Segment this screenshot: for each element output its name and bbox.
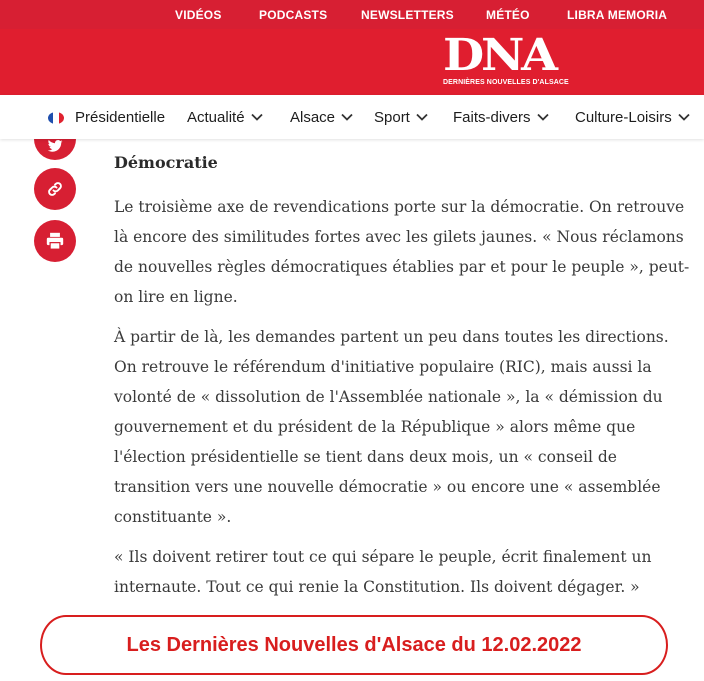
nav-item-sport[interactable] [374, 109, 428, 126]
section-heading: Démocratie [114, 153, 218, 172]
chevron-down-icon [341, 113, 353, 121]
chevron-down-icon [678, 113, 690, 121]
topbar-link-podcasts[interactable]: PODCASTS [259, 8, 328, 22]
nav-item-alsace[interactable] [290, 109, 353, 126]
nav-item-label: Actualité [187, 109, 245, 126]
nav-item-label: Alsace [290, 109, 336, 126]
header-band [0, 29, 704, 95]
nav-item-label: Sport [374, 109, 410, 126]
share-link-button[interactable] [34, 168, 76, 210]
chevron-down-icon [537, 113, 549, 121]
print-icon [45, 232, 65, 250]
top-links-bar [0, 0, 704, 29]
topbar-link-newsletters[interactable]: NEWSLETTERS [361, 8, 454, 22]
article-body [114, 151, 694, 612]
share-print-button[interactable] [34, 220, 76, 262]
chevron-down-icon [251, 113, 263, 121]
nav-item-label: Culture-Loisirs [575, 109, 672, 126]
nav-item-faits-divers[interactable] [453, 109, 549, 126]
topbar-link-videos[interactable]: VIDÉOS [175, 8, 222, 22]
source-caption [40, 615, 668, 675]
caption-text: Les Dernières Nouvelles d'Alsace du 12.02.2022 [126, 633, 582, 656]
logo-wordmark: DNA [443, 30, 555, 81]
twitter-icon [46, 137, 64, 155]
nav-item-presidentielle[interactable]: Présidentielle [75, 109, 166, 126]
article-paragraph: « Ils doivent retirer tout ce qui sépare le peuple, écrit finalement un internaute. Tout ce qui renie la Constitution. Ils doivent dégager. » [114, 548, 652, 596]
topbar-link-meteo[interactable]: MÉTÉO [486, 8, 530, 22]
main-nav [0, 95, 704, 139]
article-paragraph: Le troisième axe de revendications porte sur la démocratie. On retrouve là encore des similitudes fortes avec les gilets jaunes. « Nous réclamons de nouvelles règles démocratiques établies par et pour le peuple », peut-on lire en ligne. [114, 198, 690, 306]
link-icon [46, 180, 64, 198]
nav-item-label: Faits-divers [453, 109, 531, 126]
french-flag-icon [48, 112, 64, 124]
nav-item-culture-loisirs[interactable] [575, 109, 690, 126]
topbar-link-libra-memoria[interactable]: LIBRA MEMORIA [567, 8, 668, 22]
article-paragraph: À partir de là, les demandes partent un peu dans toutes les directions. On retrouve le référendum d'initiative populaire (RIC), mais aussi la volonté de « dissolution de l'Assemblée nationale », la « démission du gouvernement et du président de la République » alors même que l'élection présidentielle se tient dans deux mois, un « conseil de transition vers une nouvelle démocratie » ou encore une « assemblée constituante ». [114, 328, 669, 526]
nav-item-actualite[interactable] [187, 109, 263, 126]
chevron-down-icon [416, 113, 428, 121]
logo-tagline: DERNIÈRES NOUVELLES D'ALSACE [443, 79, 569, 86]
dna-logo[interactable] [443, 30, 569, 86]
